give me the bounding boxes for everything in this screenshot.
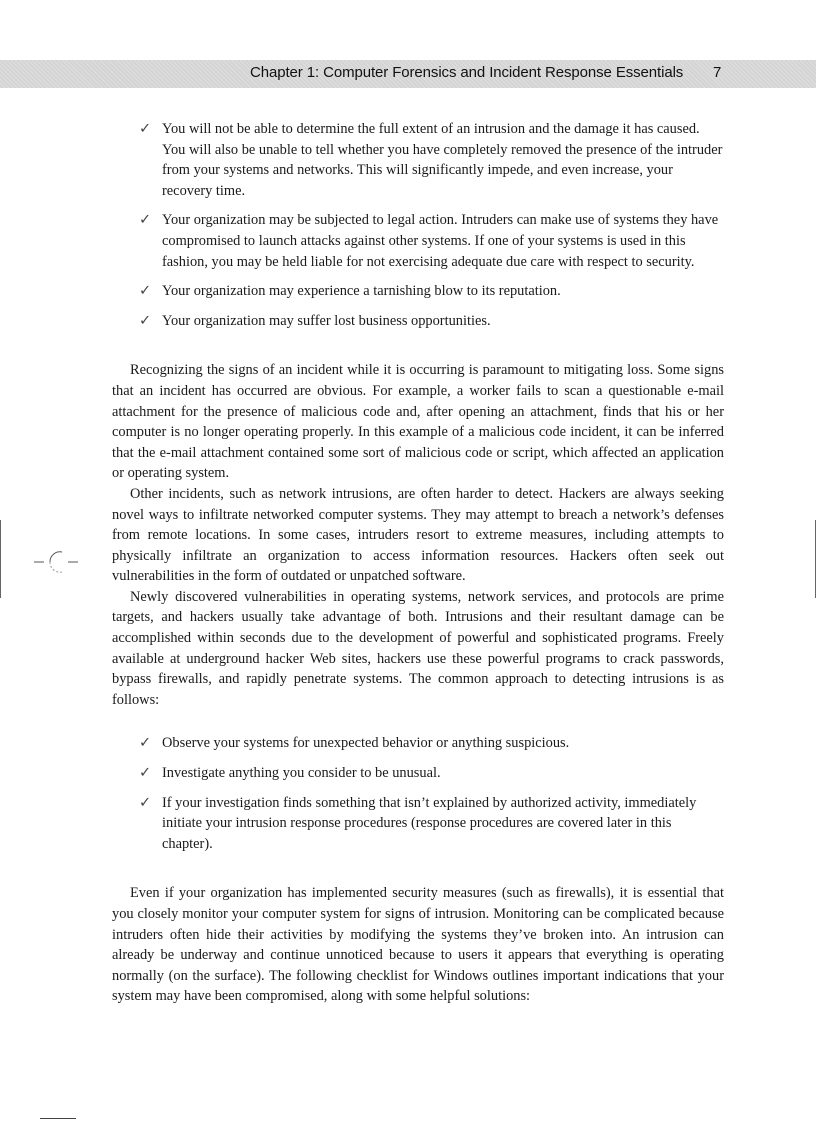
check-icon: ✓	[139, 735, 152, 752]
crop-mark-left	[0, 520, 1, 598]
paragraph: Newly discovered vulnerabilities in operating systems, network services, and protocols are prime targets, and hackers usually take advantage of both. Intrusions and their resultant damage can be accomplished within seconds due to the development of powerful and sophisticated programs. Freely available at underground hacker Web sites, hackers use these powerful programs to crack passwords, bypass firewalls, and rapidly penetrate systems. The common approach to detecting intrusions is as follows:	[112, 588, 724, 708]
bullet-list-detection-steps	[112, 733, 724, 854]
check-icon: ✓	[139, 121, 152, 137]
check-icon: ✓	[139, 283, 152, 300]
running-header-title: Chapter 1: Computer Forensics and Incident Response Essentials	[250, 64, 684, 81]
list-item: ✓ Your organization may be subjected to legal action. Intruders can make use of systems they have compromised to launch attacks against other systems. If one of your systems is used in this fashion, you may be held liable for not exercising adequate due care with respect to security.	[139, 212, 719, 270]
page-body	[112, 119, 724, 1007]
check-icon: ✓	[139, 212, 152, 229]
page-number: 7	[713, 64, 722, 81]
list-item: ✓ Observe your systems for unexpected behavior or anything suspicious.	[112, 733, 724, 754]
list-item: ✓ If your investigation finds something that isn’t explained by authorized activity, immediately initiate your intrusion response procedures (response procedures are covered later in this chapter).	[139, 794, 697, 852]
registration-mark-icon	[34, 546, 78, 578]
list-item: ✓ Your organization may experience a tarnishing blow to its reputation.	[112, 281, 724, 302]
bullet-list-consequences	[112, 119, 724, 331]
check-icon: ✓	[139, 312, 152, 329]
paragraph: Recognizing the signs of an incident while it is occurring is paramount to mitigating loss. Some signs that an incident has occurred are obvious. For example, a worker fails to scan a questionable e-mail attachment for the presence of malicious code and, after opening an attachment, finds that his or her computer is no longer operating properly. In this example of a malicious code incident, it can be inferred that the e-mail attachment contained some sort of malicious code or script, which affected an application or operating system.	[112, 362, 724, 482]
paragraph: Other incidents, such as network intrusions, are often harder to detect. Hackers are always seeking novel ways to infiltrate networked computer systems. They may attempt to breach a network’s defenses from remote locations. In some cases, intruders resort to extreme measures, including attempts to physically infiltrate an organization to access information resources. Hackers often seek out vulnerabilities in the form of outdated or unpatched software.	[112, 485, 724, 585]
paragraph: Even if your organization has implemented security measures (such as firewalls), it is essential that you closely monitor your computer system for signs of intrusion. Monitoring can be complicated because intruders often hide their activities by modifying the systems they’ve broken into. An intrusion can already be underway and continue unnoticed because to users it appears that everything is operating normally (on the surface). The following checklist for Windows outlines important indications that your system may have been compromised, along with some helpful solutions:	[112, 885, 724, 1005]
list-item: ✓ Investigate anything you consider to be unusual.	[112, 763, 724, 784]
footer-rule	[40, 1118, 76, 1119]
check-icon: ✓	[139, 765, 152, 782]
check-icon: ✓	[139, 794, 152, 811]
list-item: ✓ Your organization may suffer lost business opportunities.	[112, 311, 724, 332]
list-item: ✓ You will not be able to determine the full extent of an intrusion and the damage it has caused. You will also be unable to tell whether you have completely removed the presence of the intruder from your systems and networks. This will significantly impede, and even increase, your recovery time.	[139, 121, 723, 199]
